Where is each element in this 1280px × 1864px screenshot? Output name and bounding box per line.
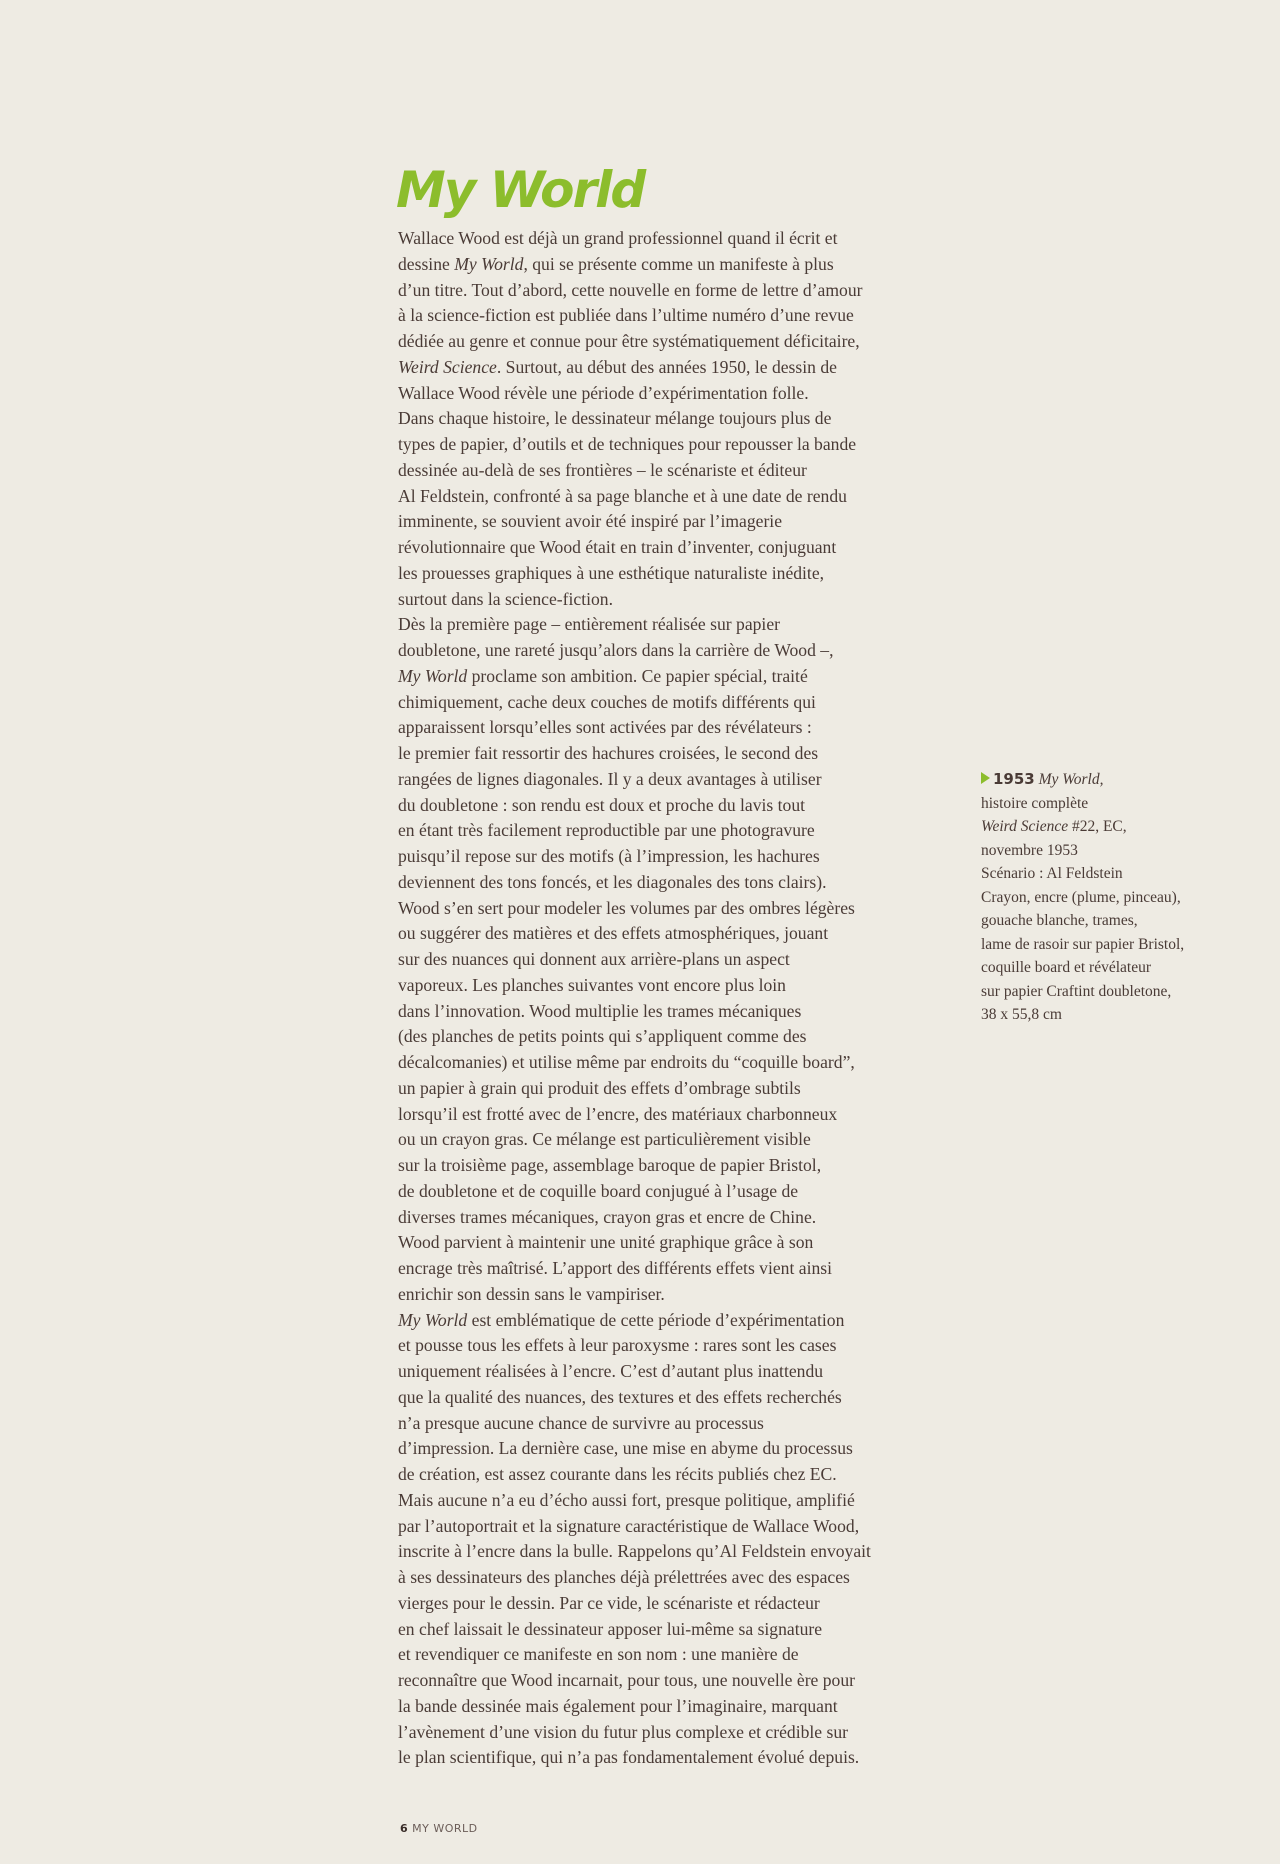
text-segment: reconnaître que Wood incarnait, pour tous, une nouvelle ère pour xyxy=(398,1670,856,1690)
caption-line: lame de rasoir sur papier Bristol, xyxy=(981,935,1185,953)
text-segment: dans l’innovation. Wood multiplie les trames mécaniques xyxy=(398,1000,802,1021)
text-line xyxy=(398,1385,958,1411)
text-segment: surtout dans la science-fiction. xyxy=(398,588,613,609)
text-segment: l’avènement d’une vision du futur plus complexe et crédible sur xyxy=(398,1721,848,1742)
text-segment: puisqu’il repose sur des motifs (à l’impression, les hachures xyxy=(398,846,820,866)
text-line xyxy=(398,767,958,793)
text-segment: Dans chaque histoire, le dessinateur mélange toujours plus de xyxy=(398,408,832,429)
text-segment: d’impression. La dernière case, une mise en abyme du processus xyxy=(398,1438,853,1459)
text-segment: inscrite à l’encre dans la bulle. Rappelons qu’Al Feldstein envoyait xyxy=(398,1541,871,1562)
text-line xyxy=(398,278,958,304)
caption-line: novembre 1953 xyxy=(981,841,1078,859)
text-line xyxy=(398,1436,958,1462)
text-segment: imminente, se souvient avoir été inspiré par l’imagerie xyxy=(398,511,783,532)
text-line xyxy=(398,535,958,561)
text-segment: uniquement réalisées à l’encre. C’est d’autant plus inattendu xyxy=(398,1361,824,1381)
text-line xyxy=(398,1127,958,1153)
page-number: 6 xyxy=(400,1822,409,1835)
text-segment: un papier à grain qui produit des effets d’ombrage subtils xyxy=(398,1077,801,1098)
page-title: My World xyxy=(396,161,645,219)
caption-line: coquille board et révélateur xyxy=(981,959,1151,976)
text-line xyxy=(398,844,958,870)
text-line xyxy=(398,381,958,407)
text-line xyxy=(398,1539,958,1565)
text-segment: décalcomanies) et utilise même par endroits du “coquille board”, xyxy=(398,1052,855,1072)
text-segment: deviennent des tons foncés, et les diagonales des tons clairs). xyxy=(398,871,827,892)
italic-title: My World xyxy=(398,665,468,686)
italic-title: My World xyxy=(398,1309,468,1330)
text-segment: vaporeux. Les planches suivantes vont encore plus loin xyxy=(398,974,786,995)
text-segment: d’un titre. Tout d’abord, cette nouvelle en forme de lettre d’amour xyxy=(398,279,863,300)
text-segment: . Surtout, au début des années 1950, le dessin de xyxy=(496,356,837,377)
text-segment: et revendiquer ce manifeste en son nom : une manière de xyxy=(398,1644,799,1665)
text-segment: la bande dessinée mais également pour l’imaginaire, marquant xyxy=(398,1695,838,1716)
text-segment: ou suggérer des matières et des effets atmosphériques, jouant xyxy=(398,923,829,944)
italic-title: Weird Science xyxy=(398,356,497,377)
text-segment: sur des nuances qui donnent aux arrière-plans un aspect xyxy=(398,949,790,969)
text-segment: de création, est assez courante dans les récits publiés chez EC. xyxy=(398,1464,837,1484)
text-segment: que la qualité des nuances, des textures et des effets recherchés xyxy=(398,1386,842,1407)
text-segment: Dès la première page – entièrement réalisée sur papier xyxy=(398,614,780,635)
caption-work-title: My World, xyxy=(1038,771,1104,788)
caption-line: histoire complète xyxy=(981,794,1089,812)
text-segment: Al Feldstein, confronté à sa page blanche et à une date de rendu xyxy=(398,485,847,506)
caption-publication xyxy=(981,815,1241,839)
text-line xyxy=(398,329,958,355)
text-line xyxy=(398,1720,958,1746)
text-line xyxy=(398,1745,958,1771)
publication-title: Weird Science xyxy=(981,818,1069,835)
text-line xyxy=(398,741,958,767)
text-line xyxy=(398,561,958,587)
text-segment: est emblématique de cette période d’expérimentation xyxy=(467,1309,845,1330)
text-segment: Mais aucune n’a eu d’écho aussi fort, presque politique, amplifié xyxy=(398,1489,855,1510)
text-segment: n’a presque aucune chance de survivre au processus xyxy=(398,1412,764,1433)
publication-issue: #22, EC, xyxy=(1068,818,1127,835)
caption-line: Crayon, encre (plume, pinceau), xyxy=(981,888,1181,906)
text-line xyxy=(398,1050,958,1076)
text-segment: types de papier, d’outils et de techniques pour repousser la bande xyxy=(398,434,857,454)
text-line xyxy=(398,1514,958,1540)
text-segment: dessine xyxy=(398,253,455,274)
text-line xyxy=(398,1153,958,1179)
text-segment: encrage très maîtrisé. L’apport des différents effets vient ainsi xyxy=(398,1258,832,1278)
italic-title: My World xyxy=(454,253,524,274)
text-segment: Wood s’en sert pour modeler les volumes par des ombres légères xyxy=(398,897,855,918)
text-line xyxy=(398,355,958,381)
text-line xyxy=(398,1411,958,1437)
text-line xyxy=(398,947,958,973)
text-segment: (des planches de petits points qui s’appliquent comme des xyxy=(398,1026,807,1047)
text-segment: dessinée au-delà de ses frontières – le scénariste et éditeur xyxy=(398,459,807,480)
caption-line: gouache blanche, trames, xyxy=(981,912,1138,929)
text-line xyxy=(398,818,958,844)
caption-line: sur papier Craftint doubletone, xyxy=(981,982,1172,1000)
text-line xyxy=(398,1102,958,1128)
text-line xyxy=(398,1282,958,1308)
text-line xyxy=(398,587,958,613)
text-line xyxy=(398,484,958,510)
text-segment: à la science-fiction est publiée dans l’ultime numéro d’une revue xyxy=(398,305,854,326)
text-segment: , qui se présente comme un manifeste à plus xyxy=(523,253,834,274)
text-line xyxy=(398,1642,958,1668)
running-title: MY WORLD xyxy=(412,1822,478,1835)
text-segment: révolutionnaire que Wood était en train d’inventer, conjuguant xyxy=(398,537,837,557)
text-line xyxy=(398,1591,958,1617)
text-line xyxy=(398,690,958,716)
artwork-caption xyxy=(981,768,1241,1027)
text-segment: ou un crayon gras. Ce mélange est particulièrement visible xyxy=(398,1129,811,1150)
text-segment: les prouesses graphiques à une esthétique naturaliste inédite, xyxy=(398,562,825,583)
caption-year: 1953 xyxy=(993,770,1035,788)
text-line xyxy=(398,612,958,638)
text-line xyxy=(398,509,958,535)
text-line xyxy=(398,1565,958,1591)
text-segment: à ses dessinateurs des planches déjà prélettrées avec des espaces xyxy=(398,1567,850,1587)
text-line xyxy=(398,1230,958,1256)
text-line xyxy=(398,406,958,432)
text-line xyxy=(398,432,958,458)
text-line xyxy=(398,715,958,741)
text-segment: doubletone, une rareté jusqu’alors dans la carrière de Wood –, xyxy=(398,640,834,660)
text-line xyxy=(398,1488,958,1514)
text-segment: en étant très facilement reproductible par une photogravure xyxy=(398,820,815,841)
text-segment: en chef laissait le dessinateur apposer lui-même sa signature xyxy=(398,1618,823,1639)
caption-details xyxy=(981,839,1241,1027)
text-line xyxy=(398,1076,958,1102)
text-line xyxy=(398,921,958,947)
text-line xyxy=(398,1024,958,1050)
text-line xyxy=(398,1333,958,1359)
caption-line: Scénario : Al Feldstein xyxy=(981,865,1123,882)
triangle-arrow-icon xyxy=(981,772,990,784)
text-segment: apparaissent lorsqu’elles sont activées par des révélateurs : xyxy=(398,717,812,738)
text-line xyxy=(398,999,958,1025)
caption-heading xyxy=(981,768,1241,792)
text-line xyxy=(398,1308,958,1334)
text-segment: chimiquement, cache deux couches de motifs différents qui xyxy=(398,691,816,712)
text-segment: Wallace Wood est déjà un grand professionnel quand il écrit et xyxy=(398,228,838,248)
text-segment: vierges pour le dessin. Par ce vide, le scénariste et rédacteur xyxy=(398,1592,820,1613)
text-line xyxy=(398,973,958,999)
text-segment: Wood parvient à maintenir une unité graphique grâce à son xyxy=(398,1232,814,1253)
text-segment: sur la troisième page, assemblage baroque de papier Bristol, xyxy=(398,1155,822,1175)
text-segment: rangées de lignes diagonales. Il y a deux avantages à utiliser xyxy=(398,768,822,789)
caption-line: 38 x 55,8 cm xyxy=(981,1006,1062,1023)
text-line xyxy=(398,1359,958,1385)
text-line xyxy=(398,793,958,819)
text-line xyxy=(398,1462,958,1488)
text-line xyxy=(398,1694,958,1720)
text-segment: diverses trames mécaniques, crayon gras et encre de Chine. xyxy=(398,1206,817,1227)
text-segment: le premier fait ressortir des hachures croisées, le second des xyxy=(398,743,819,763)
text-line xyxy=(398,1256,958,1282)
text-segment: du doubletone : son rendu est doux et proche du lavis tout xyxy=(398,794,806,815)
text-segment: enrichir son dessin sans le vampiriser. xyxy=(398,1283,665,1304)
text-line xyxy=(398,870,958,896)
text-line xyxy=(398,303,958,329)
text-line xyxy=(398,458,958,484)
text-line xyxy=(398,252,958,278)
text-segment: le plan scientifique, qui n’a pas fondamentalement évolué depuis. xyxy=(398,1747,860,1768)
text-line xyxy=(398,1179,958,1205)
text-segment: proclame son ambition. Ce papier spécial, traité xyxy=(467,665,808,686)
text-segment: par l’autoportrait et la signature caractéristique de Wallace Wood, xyxy=(398,1515,860,1536)
text-segment: lorsqu’il est frotté avec de l’encre, des matériaux charbonneux xyxy=(398,1103,838,1124)
text-segment: dédiée au genre et connue pour être systématiquement déficitaire, xyxy=(398,331,860,351)
text-line xyxy=(398,664,958,690)
text-line xyxy=(398,896,958,922)
text-segment: de doubletone et de coquille board conjugué à l’usage de xyxy=(398,1180,799,1201)
text-line xyxy=(398,638,958,664)
text-line xyxy=(398,1668,958,1694)
text-line xyxy=(398,226,958,252)
text-segment: Wallace Wood révèle une période d’expérimentation folle. xyxy=(398,382,809,403)
text-line xyxy=(398,1617,958,1643)
article-body xyxy=(398,226,958,1771)
text-line xyxy=(398,1205,958,1231)
text-segment: et pousse tous les effets à leur paroxysme : rares sont les cases xyxy=(398,1335,837,1356)
page-footer xyxy=(400,1822,478,1835)
